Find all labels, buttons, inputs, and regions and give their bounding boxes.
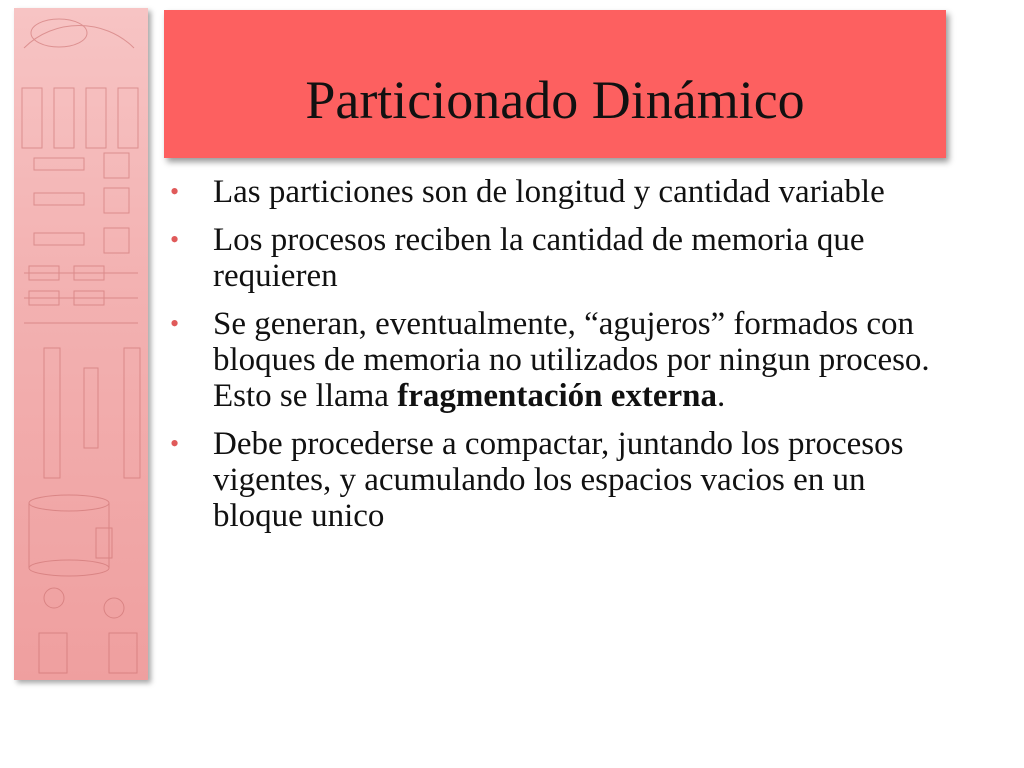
bullet-item xyxy=(170,222,960,294)
bullet-text: Las particiones son de longitud y cantidad variable xyxy=(213,174,885,210)
title-banner xyxy=(164,10,946,158)
bullet-icon: • xyxy=(170,225,180,254)
flowchart-diagram-icon xyxy=(14,8,148,680)
bullet-item xyxy=(170,306,960,414)
bullet-text-end: . xyxy=(717,378,726,414)
bullet-icon: • xyxy=(170,309,180,338)
bullet-list xyxy=(170,174,960,546)
bullet-text: Los procesos reciben la cantidad de memoria que requieren xyxy=(213,222,865,294)
bullet-item xyxy=(170,426,960,534)
slide-title: Particionado Dinámico xyxy=(305,70,805,130)
bullet-icon: • xyxy=(170,429,180,458)
bullet-icon: • xyxy=(170,177,180,206)
bullet-text: Debe procederse a compactar, juntando los procesos vigentes, y acumulando los espacios vacios en un bloque unico xyxy=(213,426,904,534)
bullet-text: Se generan, eventualmente, “agujeros” formados con bloques de memoria no utilizados por ningun proceso. Esto se llama xyxy=(213,306,930,414)
bullet-text-bold: fragmentación externa xyxy=(397,378,718,414)
bullet-item xyxy=(170,174,960,210)
side-decoration-strip xyxy=(14,8,148,680)
